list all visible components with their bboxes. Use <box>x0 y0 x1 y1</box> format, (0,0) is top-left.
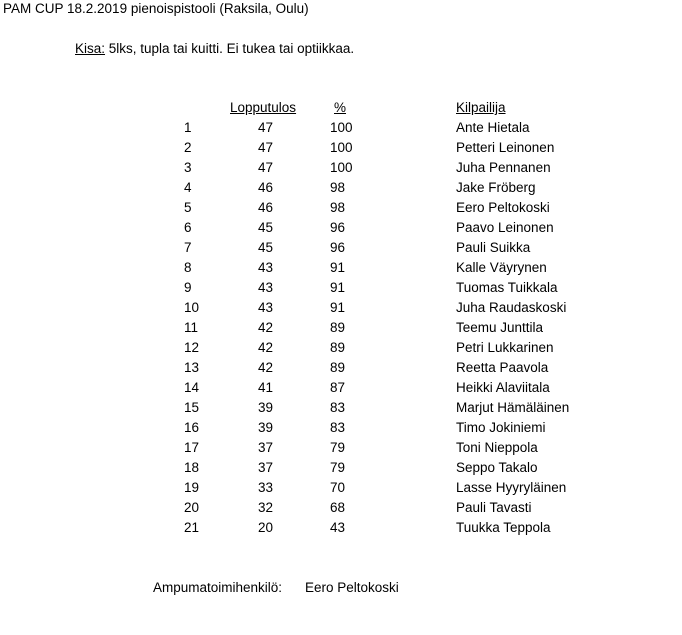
table-row <box>0 380 682 400</box>
percent-cell: 91 <box>330 260 346 275</box>
competitor-cell: Jake Fröberg <box>456 180 536 195</box>
percent-cell: 43 <box>330 520 346 535</box>
rank-cell: 7 <box>184 240 192 255</box>
competitor-cell: Paavo Leinonen <box>456 220 554 235</box>
percent-cell: 91 <box>330 280 346 295</box>
percent-cell: 100 <box>330 120 353 135</box>
percent-cell: 100 <box>330 160 353 175</box>
table-row <box>0 260 682 280</box>
percent-cell: 79 <box>330 440 346 455</box>
header-result: Lopputulos <box>230 100 297 115</box>
table-row <box>0 400 682 420</box>
table-row <box>0 320 682 340</box>
competitor-cell: Seppo Takalo <box>456 460 538 475</box>
kisa-label: Kisa: <box>75 41 106 56</box>
percent-cell: 83 <box>330 420 346 435</box>
score-cell: 43 <box>258 280 274 295</box>
score-cell: 43 <box>258 300 274 315</box>
rank-cell: 16 <box>184 420 200 435</box>
competition-description <box>75 41 354 56</box>
competitor-cell: Petri Lukkarinen <box>456 340 554 355</box>
kisa-text: 5lks, tupla tai kuitti. Ei tukea tai optiikkaa. <box>105 41 355 56</box>
rank-cell: 4 <box>184 180 192 195</box>
page-title: PAM CUP 18.2.2019 pienoispistooli (Raksila, Oulu) <box>3 1 309 16</box>
percent-cell: 89 <box>330 340 346 355</box>
competitor-cell: Petteri Leinonen <box>456 140 555 155</box>
table-row <box>0 120 682 140</box>
score-cell: 47 <box>258 140 274 155</box>
table-row <box>0 480 682 500</box>
rank-cell: 2 <box>184 140 192 155</box>
percent-cell: 87 <box>330 380 346 395</box>
table-row <box>0 140 682 160</box>
percent-cell: 70 <box>330 480 346 495</box>
percent-cell: 89 <box>330 360 346 375</box>
score-cell: 43 <box>258 260 274 275</box>
competitor-cell: Reetta Paavola <box>456 360 549 375</box>
percent-cell: 100 <box>330 140 353 155</box>
percent-cell: 89 <box>330 320 346 335</box>
table-row <box>0 240 682 260</box>
table-row <box>0 300 682 320</box>
competitor-cell: Ante Hietala <box>456 120 530 135</box>
percent-cell: 83 <box>330 400 346 415</box>
table-row <box>0 280 682 300</box>
score-cell: 47 <box>258 120 274 135</box>
rank-cell: 14 <box>184 380 200 395</box>
score-cell: 42 <box>258 340 274 355</box>
score-cell: 41 <box>258 380 274 395</box>
score-cell: 39 <box>258 420 274 435</box>
official-label: Ampumatoimihenkilö: <box>153 580 283 595</box>
rank-cell: 5 <box>184 200 192 215</box>
table-row <box>0 520 682 540</box>
competitor-cell: Pauli Suikka <box>456 240 531 255</box>
competitor-cell: Tuomas Tuikkala <box>456 280 558 295</box>
percent-cell: 98 <box>330 200 346 215</box>
competitor-cell: Lasse Hyyryläinen <box>456 480 567 495</box>
table-row <box>0 340 682 360</box>
header-percent: % <box>334 100 347 115</box>
header-competitor: Kilpailija <box>456 100 506 115</box>
competitor-cell: Juha Pennanen <box>456 160 551 175</box>
score-cell: 20 <box>258 520 274 535</box>
table-row <box>0 500 682 520</box>
rank-cell: 9 <box>184 280 192 295</box>
official-name: Eero Peltokoski <box>305 580 399 595</box>
rank-cell: 19 <box>184 480 200 495</box>
rank-cell: 6 <box>184 220 192 235</box>
competitor-cell: Marjut Hämäläinen <box>456 400 570 415</box>
table-row <box>0 460 682 480</box>
score-cell: 45 <box>258 220 274 235</box>
table-row <box>0 220 682 240</box>
table-row <box>0 440 682 460</box>
table-row <box>0 360 682 380</box>
table-row <box>0 160 682 180</box>
competitor-cell: Juha Raudaskoski <box>456 300 567 315</box>
rank-cell: 13 <box>184 360 200 375</box>
score-cell: 45 <box>258 240 274 255</box>
competitor-cell: Eero Peltokoski <box>456 200 550 215</box>
table-row <box>0 200 682 220</box>
percent-cell: 79 <box>330 460 346 475</box>
rank-cell: 18 <box>184 460 200 475</box>
score-cell: 39 <box>258 400 274 415</box>
table-row <box>0 180 682 200</box>
competitor-cell: Heikki Alaviitala <box>456 380 550 395</box>
table-row <box>0 420 682 440</box>
score-cell: 42 <box>258 360 274 375</box>
rank-cell: 10 <box>184 300 200 315</box>
percent-cell: 68 <box>330 500 346 515</box>
percent-cell: 96 <box>330 240 346 255</box>
competitor-cell: Kalle Väyrynen <box>456 260 547 275</box>
score-cell: 46 <box>258 200 274 215</box>
score-cell: 32 <box>258 500 274 515</box>
rank-cell: 1 <box>184 120 192 135</box>
percent-cell: 91 <box>330 300 346 315</box>
score-cell: 37 <box>258 440 274 455</box>
rank-cell: 3 <box>184 160 192 175</box>
score-cell: 42 <box>258 320 274 335</box>
rank-cell: 8 <box>184 260 192 275</box>
competitor-cell: Teemu Junttila <box>456 320 544 335</box>
competitor-cell: Toni Nieppola <box>456 440 538 455</box>
score-cell: 37 <box>258 460 274 475</box>
competitor-cell: Tuukka Teppola <box>456 520 551 535</box>
score-cell: 47 <box>258 160 274 175</box>
percent-cell: 98 <box>330 180 346 195</box>
rank-cell: 21 <box>184 520 200 535</box>
rank-cell: 20 <box>184 500 200 515</box>
rank-cell: 15 <box>184 400 200 415</box>
rank-cell: 17 <box>184 440 200 455</box>
rank-cell: 11 <box>184 320 199 335</box>
competitor-cell: Pauli Tavasti <box>456 500 532 515</box>
rank-cell: 12 <box>184 340 200 355</box>
percent-cell: 96 <box>330 220 346 235</box>
score-cell: 46 <box>258 180 274 195</box>
competitor-cell: Timo Jokiniemi <box>456 420 546 435</box>
score-cell: 33 <box>258 480 274 495</box>
